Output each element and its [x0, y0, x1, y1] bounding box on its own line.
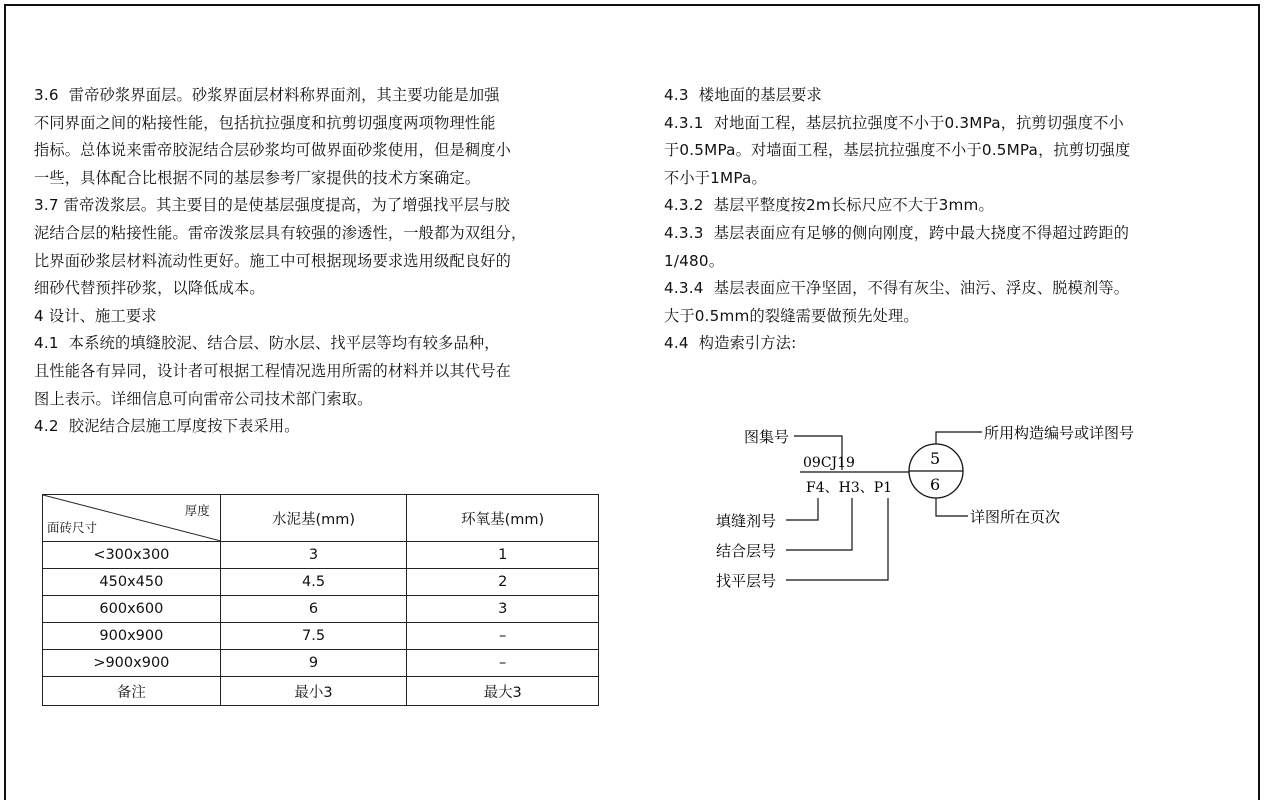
table-cell: – — [407, 623, 599, 650]
text-line: 4 设计、施工要求 — [34, 306, 157, 325]
table-row — [43, 677, 599, 706]
table-cell: 备注 — [43, 677, 221, 706]
table-row — [43, 542, 599, 569]
table-header-row — [43, 495, 599, 542]
circle-bottom-number: 6 — [930, 475, 941, 494]
table-cell: 600x600 — [43, 596, 221, 623]
index-diagram — [700, 410, 1200, 600]
table-cell: 9 — [220, 650, 407, 677]
right-text-column — [664, 82, 1130, 358]
table-cell: 最大3 — [407, 677, 599, 706]
table-cell: 900x900 — [43, 623, 221, 650]
table-cell: 2 — [407, 569, 599, 596]
table-cell: 4.5 — [220, 569, 407, 596]
text-line: 4.3.2 基层平整度按2m长标尺应不大于3mm。 — [664, 196, 994, 215]
text-line: 4.4 构造索引方法: — [664, 334, 797, 353]
text-line: 泥结合层的粘接性能。雷帝泼浆层具有较强的渗透性，一般都为双组分， — [34, 223, 527, 242]
text-line: 3.7 雷帝泼浆层。其主要目的是使基层强度提高，为了增强找平层与胶 — [34, 196, 511, 215]
text-line: 4.3.3 基层表面应有足够的侧向刚度，跨中最大挠度不得超过跨距的 — [664, 223, 1130, 242]
table-cell: 7.5 — [220, 623, 407, 650]
diagonal-header-cell — [43, 495, 221, 542]
table-row — [43, 596, 599, 623]
text-line: 3.6 雷帝砂浆界面层。砂浆界面层材料称界面剂，其主要功能是加强 — [34, 86, 500, 104]
text-line: 细砂代替预拌砂浆，以降低成本。 — [34, 279, 265, 298]
epoxy-header: 环氧基(mm) — [407, 495, 599, 542]
text-line: 1/480。 — [664, 251, 725, 270]
text-line: 4.3.4 基层表面应干净坚固，不得有灰尘、油污、浮皮、脱模剂等。 — [664, 279, 1130, 298]
table-cell: 3 — [220, 542, 407, 569]
text-line: 大于0.5mm的裂缝需要做预先处理。 — [664, 306, 919, 325]
text-line: 一些，具体配合比根据不同的基层参考厂家提供的技术方案确定。 — [34, 168, 481, 187]
text-line: 指标。总体说来雷帝胶泥结合层砂浆均可做界面砂浆使用，但是稠度小 — [34, 141, 512, 160]
text-line: 4.1 本系统的填缝胶泥、结合层、防水层、找平层等均有较多品种， — [34, 334, 500, 353]
table-cell: 6 — [220, 596, 407, 623]
bond-label: 结合层号 — [716, 542, 777, 560]
atlas-label: 图集号 — [744, 428, 790, 446]
table-cell: 1 — [407, 542, 599, 569]
cement-header: 水泥基(mm) — [220, 495, 407, 542]
text-line: 不小于1MPa。 — [664, 168, 767, 187]
table-cell: 最小3 — [220, 677, 407, 706]
text-line: 于0.5MPa。对墙面工程，基层抗拉强度不小于0.5MPa，抗剪切强度 — [664, 141, 1131, 160]
circle-top-number: 5 — [930, 449, 941, 468]
thickness-table — [42, 494, 599, 706]
table-row — [43, 650, 599, 677]
level-label: 找平层号 — [716, 572, 777, 590]
atlas-code: 09CJ19 — [803, 455, 855, 471]
tile-size-label: 面砖尺寸 — [47, 520, 98, 535]
table-cell: >900x900 — [43, 650, 221, 677]
text-line: 不同界面之间的粘接性能，包括抗拉强度和抗剪切强度两项物理性能 — [34, 113, 496, 132]
grout-label: 填缝剂号 — [716, 512, 777, 530]
table-cell: <300x300 — [43, 542, 221, 569]
text-line: 4.2 胶泥结合层施工厚度按下表采用。 — [34, 417, 300, 436]
table-row — [43, 569, 599, 596]
page-label: 详图所在页次 — [970, 508, 1061, 526]
codes-text: F4、H3、P1 — [806, 480, 893, 496]
text-line: 4.3.1 对地面工程，基层抗拉强度不小于0.3MPa，抗剪切强度不小 — [664, 113, 1124, 132]
table-row — [43, 623, 599, 650]
text-line: 比界面砂浆层材料流动性更好。施工中可根据现场要求选用级配良好的 — [34, 251, 512, 270]
text-line: 4.3 楼地面的基层要求 — [664, 86, 822, 104]
left-text-column — [34, 82, 526, 441]
construction-label: 所用构造编号或详图号 — [984, 424, 1135, 442]
text-line: 且性能各有异同，设计者可根据工程情况选用所需的材料并以其代号在 — [34, 361, 512, 380]
table-cell: – — [407, 650, 599, 677]
table-cell: 450x450 — [43, 569, 221, 596]
table-cell: 3 — [407, 596, 599, 623]
text-line: 图上表示。详细信息可向雷帝公司技术部门索取。 — [34, 389, 373, 408]
thickness-label: 厚度 — [184, 503, 210, 518]
